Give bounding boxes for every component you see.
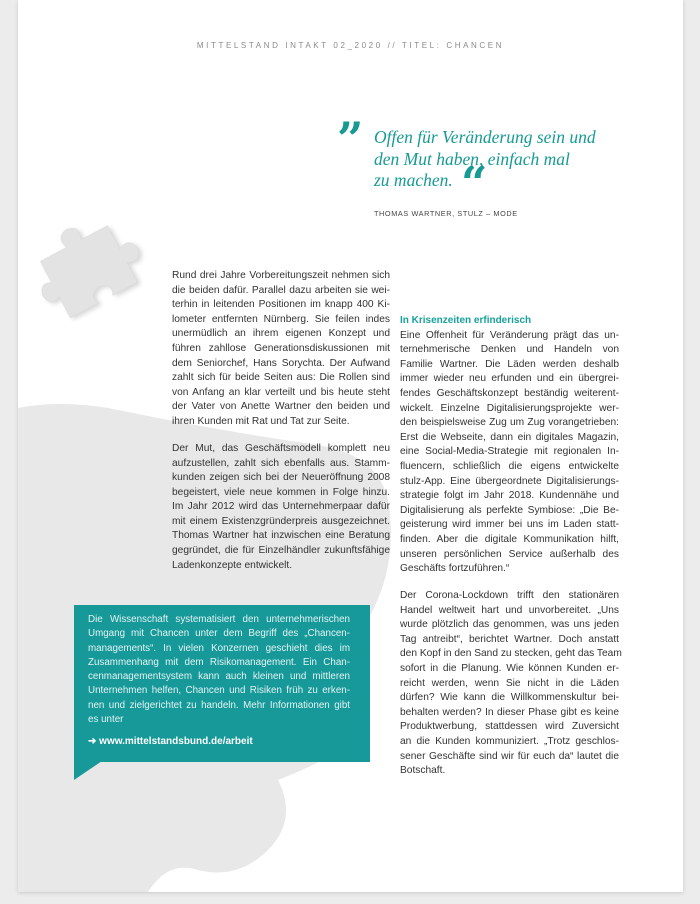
arrow-right-icon: ➜	[88, 736, 97, 747]
info-box-text	[88, 613, 350, 727]
paragraph-gap	[400, 577, 619, 589]
magazine-page	[18, 0, 683, 892]
text-line: Erst die Webseite, dann ein digitales Magazin,	[400, 431, 619, 443]
text-line: dem Seniorchef, Hans Sorychta. Der Aufwand	[172, 357, 390, 369]
text-line: kunden zeigen sich bei der Neueröffnung 2008	[172, 472, 390, 484]
text-line: geisterung wird immer bei uns im Laden statt-	[400, 519, 619, 531]
text-line: Botschaft.	[400, 765, 446, 777]
text-line: Produktwerbung, stattdessen wird Zuversicht	[400, 721, 619, 733]
info-box-tail	[74, 761, 102, 780]
text-line: eine Social-Media-Strategie mit regionalen In-	[400, 446, 619, 458]
small-puzzle-piece-icon	[20, 204, 151, 324]
text-line: Thomas Wartner hat inzwischen eine Beratung	[172, 530, 390, 542]
text-line: reicht werden, wenn Sie nicht in die Läden	[400, 677, 619, 689]
text-line: immer wieder neu erfunden und ein übergrei-	[400, 373, 619, 385]
text-line: stulz-App. Eine übergeordnete Digitalisierungs-	[400, 475, 619, 487]
text-line: Der Corona-Lockdown trifft den stationären	[400, 590, 619, 602]
opening-quote-mark-icon: “	[461, 156, 488, 210]
text-line: von Anfang an klar verteilt und bis heute steht	[172, 386, 390, 398]
text-line: die beiden dafür. Parallel dazu arbeiten sie wei-	[172, 284, 390, 296]
text-line: begeistert, viele neue kommen in Folge hinzu.	[172, 486, 390, 498]
text-line: unseren persönlichen Service außerhalb des	[400, 548, 619, 560]
info-box-line: Die Wissenschaft systematisiert den unternehmerischen	[88, 614, 350, 625]
text-line: gegründet, die für Einzelhändler zukunftsfähige	[172, 545, 390, 557]
text-line: Handel weltweit hart und unvorbereitet. „Uns	[400, 604, 619, 616]
text-line: ihren Kunden mit Rat und Tat zur Seite.	[172, 415, 350, 427]
text-line: Im Jahr 2012 wird das Unternehmerpaar dafür	[172, 501, 390, 513]
paragraph-gap	[172, 430, 390, 442]
text-line: dürfen? Wie kann die Willkommenskultur bei-	[400, 692, 619, 704]
info-box-line: cenmanagementsystem kann auch kleinen und mittleren	[88, 671, 350, 683]
text-line: wurde plötzlich das genommen, was uns jeden	[400, 619, 619, 631]
text-line: Ladenkonzepte entwickelt.	[172, 559, 293, 571]
info-link[interactable]	[88, 736, 253, 747]
section-heading: In Krisenzeiten erfinderisch	[400, 315, 532, 326]
text-line: fendes Geschäftskonzept beständig weiterent-	[400, 387, 619, 399]
text-line: führen zahllose Generationsdiskussionen mit	[172, 342, 390, 354]
pull-quote-line: Offen für Veränderung sein und	[374, 127, 596, 147]
text-line: Digitalisierung als perfekte Symbiose: „Die Be-	[400, 504, 619, 516]
info-box-line: managements“. In vielen Konzernen geschieht dies im	[88, 642, 350, 654]
info-box-line: Zusammenhang mit dem Risikomanagement. Ein Chan-	[88, 656, 350, 668]
text-line: terhin in leitenden Positionen im knapp 400 Ki-	[172, 299, 390, 311]
text-line: lometer entfernten Nürnberg. Sie feilen indes	[172, 313, 390, 325]
quote-attribution: THOMAS WARTNER, STULZ – MODE	[374, 209, 518, 218]
text-line: mit einem Existenzgründerpreis ausgezeichnet.	[172, 515, 390, 527]
info-box-line: nen und zielgerichtet zu handeln. Mehr Informationen gibt	[88, 699, 350, 711]
info-box-line: Unternehmen helfen, Chancen und Risiken früh zu erken-	[88, 685, 350, 697]
text-line: Der Mut, das Geschäftsmodell komplett neu	[172, 442, 390, 454]
info-link-url[interactable]: www.mittelstandsbund.de/arbeit	[99, 736, 253, 747]
text-line: Familie Wartner. Die Läden werden deshalb	[400, 358, 619, 370]
info-box	[74, 605, 370, 762]
text-line: wickelt. Einzelne Digitalisierungsprojekte wer-	[400, 402, 619, 414]
text-line: Rund drei Jahre Vorbereitungszeit nehmen sich	[172, 270, 390, 281]
text-line: Geschäfts fortzuführen.“	[400, 563, 510, 575]
text-line: zahlt sich für beide Seiten aus: Die Rollen sind	[172, 372, 390, 384]
running-header: MITTELSTAND INTAKT 02_2020 // TITEL: CHANCEN	[196, 41, 505, 50]
text-line: finden. Aber die digitale Kommunikation hilft,	[400, 533, 619, 545]
info-box-line: es unter	[88, 714, 124, 726]
text-line: den Kopf in den Sand zu stecken, geht das Team	[400, 648, 622, 660]
text-line: Eine Offenheit für Veränderung prägt das un-	[400, 329, 619, 341]
text-line: der Vater von Anette Wartner den beiden und	[172, 401, 390, 413]
text-line: ternehmerische Denken und Handeln von	[400, 344, 619, 356]
left-column	[172, 269, 390, 573]
text-line: sener Geschäfte sind wir für euch da“ lautet die	[400, 750, 619, 762]
text-line: behalten werden? In dieser Phase gibt es keine	[400, 706, 619, 718]
text-line: sofort in die Planung. Wie können Kunden er-	[400, 663, 619, 675]
text-line: strategie folgt im Jahr 2018. Kundennähe und	[400, 490, 619, 502]
info-box-line: Umgang mit Chancen unter dem Begriff des „Chancen-	[88, 628, 350, 640]
text-line: den beispielsweise Zug um Zug vorangetrieben:	[400, 417, 619, 429]
text-line: aufzustellen, zahlt sich ebenfalls aus. Stamm-	[172, 457, 390, 469]
pull-quote-line: zu machen.	[374, 170, 453, 190]
text-line: an die Kunden kommuniziert. „Trotz geschlos-	[400, 736, 619, 748]
pull-quote-line: den Mut haben, einfach mal	[374, 148, 570, 169]
text-line: fluencern, schließlich die eigens entwickelte	[400, 460, 619, 472]
closing-quote-mark-icon: ”	[337, 112, 364, 166]
text-line: Tag antreibt“, berichtet Wartner. Doch anstatt	[400, 633, 619, 645]
text-line: unermüdlich an ihrem eigenen Konzept und	[172, 328, 390, 340]
right-column	[400, 314, 622, 779]
